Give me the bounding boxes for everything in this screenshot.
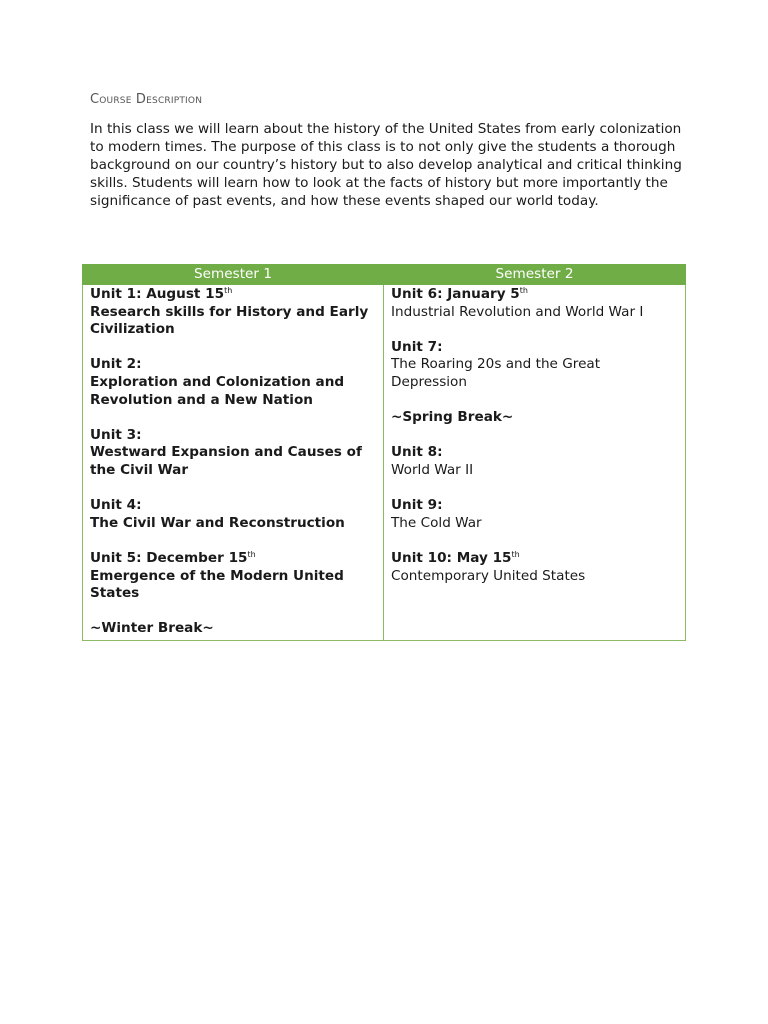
unit-topic: Exploration and Colonization and Revolution and a New Nation <box>90 373 345 408</box>
unit-title: Unit 2: <box>90 356 142 373</box>
spring-break <box>391 409 679 427</box>
unit-topic: The Roaring 20s and the Great Depression <box>391 356 601 390</box>
semester-2-cell <box>384 285 686 641</box>
unit-title: Unit 1: August 15 <box>90 286 225 302</box>
ordinal-suffix: th <box>511 549 520 559</box>
ordinal-suffix: th <box>224 286 233 295</box>
unit-topic: World War II <box>391 461 474 478</box>
unit-7 <box>391 339 679 392</box>
unit-topic: Industrial Revolution and World War I <box>391 303 644 320</box>
unit-title: Unit 8: <box>391 444 443 461</box>
unit-6 <box>391 286 679 321</box>
table-header-row <box>83 265 686 285</box>
unit-3 <box>90 427 377 480</box>
unit-topic: Contemporary United States <box>391 567 586 584</box>
unit-topic: The Cold War <box>391 514 482 531</box>
break-label: ~Winter Break~ <box>90 620 214 637</box>
winter-break <box>90 620 377 638</box>
unit-4 <box>90 497 377 532</box>
unit-topic: Research skills for History and Early Civilization <box>90 303 369 338</box>
unit-8 <box>391 444 679 479</box>
header-semester-1: Semester 1 <box>83 265 384 285</box>
ordinal-suffix: th <box>519 286 528 295</box>
table-row <box>83 285 686 641</box>
unit-title: Unit 6: January 5 <box>391 286 520 302</box>
unit-title: Unit 4: <box>90 497 142 514</box>
unit-1 <box>90 286 377 339</box>
unit-title: Unit 5: December 15 <box>90 549 248 566</box>
header-semester-2: Semester 2 <box>384 265 686 285</box>
unit-title: Unit 10: May 15 <box>391 549 512 566</box>
course-description: In this class we will learn about the history of the United States from early colonization to modern times. The purpose of this class is to not only give the students a thorough background on our country’s history but to also develop analytical and critical thinking skills. Students will learn how to look at the facts of history but more importantly the significance of past events, and how these events shaped our world today. <box>90 121 682 209</box>
semester-1-cell <box>83 285 384 641</box>
break-label: ~Spring Break~ <box>391 409 514 426</box>
unit-topic: The Civil War and Reconstruction <box>90 514 345 531</box>
unit-5 <box>90 550 377 603</box>
unit-title: Unit 9: <box>391 497 443 514</box>
unit-topic: Westward Expansion and Causes of the Civil War <box>90 444 362 478</box>
unit-topic: Emergence of the Modern United States <box>90 567 344 602</box>
unit-10 <box>391 550 679 585</box>
semester-schedule-table <box>82 264 686 641</box>
unit-9 <box>391 497 679 532</box>
unit-title: Unit 7: <box>391 338 443 355</box>
ordinal-suffix: th <box>247 549 256 559</box>
unit-title: Unit 3: <box>90 426 142 443</box>
unit-2 <box>90 356 377 409</box>
section-heading: Course Description <box>90 92 203 107</box>
